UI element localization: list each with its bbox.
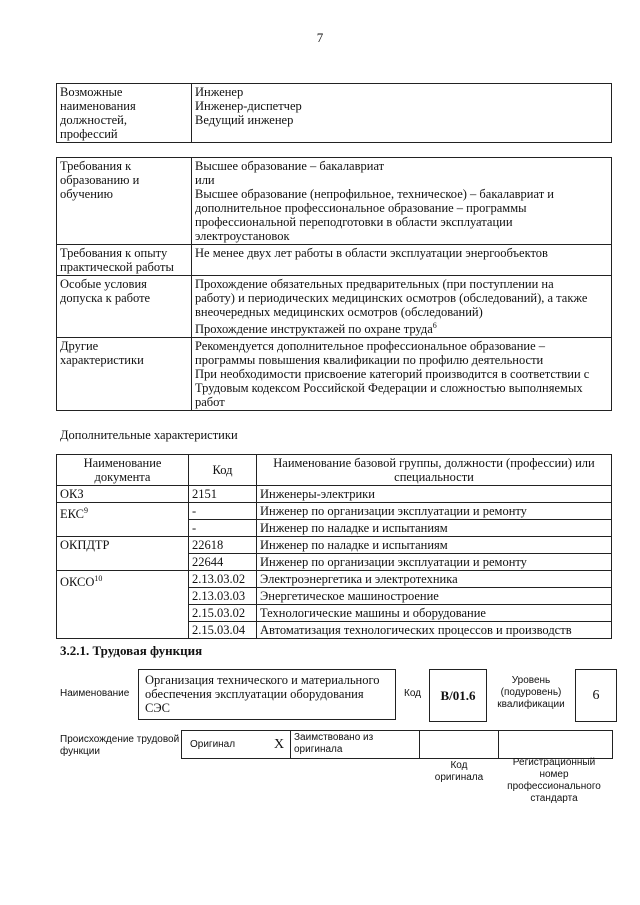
function-name-line: СЭС [145, 701, 170, 715]
requirement-label-line: обучению [60, 187, 113, 201]
table-row [57, 503, 612, 520]
requirement-label-line: Другие [60, 339, 99, 354]
code-cell: 22644 [189, 554, 257, 571]
original-label: Оригинал [190, 739, 236, 750]
section-title: 3.2.1. Трудовая функция [60, 643, 203, 658]
registration-caption-line: номер [539, 769, 569, 780]
level-label-line: квалификации [497, 699, 565, 710]
registration-caption-line: стандарта [530, 793, 578, 804]
borrowed-line: оригинала [294, 744, 343, 755]
column-header-name [257, 455, 612, 486]
requirement-value-cell [192, 276, 612, 338]
requirement-label-cell [57, 338, 192, 411]
registration-caption-line: профессионального [507, 781, 601, 792]
origin-label-line: Происхождение трудовой [60, 734, 180, 745]
requirement-value-line: Рекомендуется дополнительное профессиональное образование – [195, 339, 546, 354]
registration-caption-line: Регистрационный [512, 757, 596, 768]
code-cell: 22618 [189, 537, 257, 554]
header-line: Наименование базовой группы, должности (профессии) или [273, 456, 595, 470]
code-caption-line: оригинала [434, 772, 484, 783]
code-cell: 2151 [189, 486, 257, 503]
requirement-value-line: внеочередных медицинских осмотров (обследований) [195, 305, 483, 319]
positions-label-line: наименования [60, 99, 136, 113]
document-name: ОКСО [60, 575, 95, 590]
document-cell [57, 571, 189, 639]
code-cell: 2.13.03.02 [189, 571, 257, 588]
requirement-value-line: дополнительное профессиональное образование – программы [195, 201, 527, 215]
footnote-marker: 10 [94, 574, 103, 583]
table-row [57, 571, 612, 588]
code-cell: 2.15.03.02 [189, 605, 257, 622]
document-cell [57, 537, 189, 571]
positions-label-cell [57, 84, 192, 143]
positions-value-cell [192, 84, 612, 143]
requirement-value-cell [192, 245, 612, 276]
table-row [57, 486, 612, 503]
level-label-line: (подуровень) [500, 687, 562, 698]
table-header-row [57, 455, 612, 486]
requirements-table [56, 157, 612, 411]
requirement-label-cell [57, 245, 192, 276]
specialty-name-cell: Энергетическое машиностроение [257, 588, 612, 605]
code-cell: - [189, 503, 257, 520]
requirement-value-line [195, 319, 608, 336]
requirement-label-cell [57, 276, 192, 338]
borrowed-cell [290, 731, 420, 758]
requirement-value-cell [192, 158, 612, 245]
registration-caption [497, 757, 611, 805]
requirement-value-line: Высшее образование (непрофильное, техническое) – бакалавриат и [195, 187, 554, 201]
table-row [57, 84, 612, 143]
positions-label-line: профессий [60, 127, 118, 141]
position-name: Инженер [195, 85, 244, 99]
requirement-label-line: Особые условия [60, 277, 147, 291]
header-line: Наименование [83, 456, 162, 470]
level-label [492, 675, 570, 711]
code-cell: 2.15.03.04 [189, 622, 257, 639]
qualification-level-box: 6 [575, 669, 617, 722]
name-label: Наименование [60, 688, 130, 699]
requirement-value-line: электроустановок [195, 229, 290, 243]
page-number: 7 [316, 30, 324, 45]
requirement-value-cell [192, 338, 612, 411]
additional-table [56, 454, 612, 639]
origin-label-line: функции [60, 746, 100, 757]
table-row [57, 537, 612, 554]
requirement-label-line: допуска к работе [60, 291, 151, 305]
borrowed-line: Заимствовано из [294, 732, 374, 743]
table-row [57, 338, 612, 411]
specialty-name-cell: Электроэнергетика и электротехника [257, 571, 612, 588]
header-line: специальности [394, 470, 474, 484]
document-name: ЕКС [60, 507, 84, 522]
requirement-value-line: работу) и периодических медицинских осмотров (обследований), а также [195, 291, 588, 305]
position-name: Ведущий инженер [195, 113, 294, 127]
registration-number-cell [498, 731, 612, 758]
requirement-label-line: практической работы [60, 260, 174, 274]
function-code-box: B/01.6 [429, 669, 487, 722]
specialty-name-cell: Инженеры-электрики [257, 486, 612, 503]
code-label: Код [404, 688, 422, 699]
requirement-value-line: При необходимости присвоение категорий производится в соответствии с [195, 367, 590, 382]
function-name-line: обеспечения эксплуатации оборудования [145, 687, 364, 701]
function-name-box [138, 669, 396, 720]
requirement-label-line: Требования к опыту [60, 246, 168, 260]
specialty-name-cell: Инженер по организации эксплуатации и ремонту [257, 503, 612, 520]
table-row [57, 245, 612, 276]
document-name: ОКПДТР [60, 538, 110, 552]
original-code-cell [420, 731, 499, 758]
origin-label [60, 734, 179, 758]
additional-caption: Дополнительные характеристики [60, 428, 238, 442]
requirement-value-line: программы повышения квалификации по профилю деятельности [195, 353, 544, 368]
column-header-document [57, 455, 189, 486]
requirement-label-line: образованию и [60, 173, 140, 187]
positions-label-line: должностей, [60, 113, 127, 127]
positions-label-line: Возможные [60, 85, 123, 99]
code-caption [419, 760, 499, 784]
footnote-marker: 9 [84, 506, 88, 515]
footnote-marker: 6 [432, 321, 437, 330]
specialty-name-cell: Инженер по организации эксплуатации и ремонту [257, 554, 612, 571]
requirement-label-line: Требования к [60, 159, 132, 173]
specialty-name-cell: Инженер по наладке и испытаниям [257, 537, 612, 554]
additional-table-body [57, 486, 612, 639]
requirement-value-line: Прохождение обязательных предварительных (при поступлении на [195, 277, 554, 291]
function-name-line: Организация технического и материального [145, 673, 380, 687]
table-row [57, 158, 612, 245]
original-mark: X [268, 731, 291, 758]
column-header-code: Код [189, 455, 257, 486]
requirement-label-cell [57, 158, 192, 245]
requirement-value-line: работ [195, 395, 225, 410]
requirement-value-line: или [195, 173, 215, 187]
requirement-value-line: Высшее образование – бакалавриат [195, 159, 385, 173]
level-label-line: Уровень [511, 675, 551, 686]
document-cell [57, 486, 189, 503]
specialty-name-cell: Инженер по наладке и испытаниям [257, 520, 612, 537]
document-cell [57, 503, 189, 537]
position-name: Инженер-диспетчер [195, 99, 302, 113]
code-caption-line: Код [450, 760, 468, 771]
header-line: документа [94, 470, 151, 484]
requirement-value-line: Трудовым кодексом Российской Федерации и сложностью выполняемых [195, 381, 583, 396]
table-row [57, 276, 612, 338]
code-cell: - [189, 520, 257, 537]
specialty-name-cell: Технологические машины и оборудование [257, 605, 612, 622]
document-name: ОКЗ [60, 487, 84, 501]
positions-table [56, 83, 612, 143]
requirement-value-line: профессиональной переподготовки в области эксплуатации [195, 215, 513, 229]
code-cell: 2.13.03.03 [189, 588, 257, 605]
requirement-value-text: Прохождение инструктажей по охране труда [195, 322, 433, 337]
requirement-value-line: Не менее двух лет работы в области эксплуатации энергообъектов [195, 246, 548, 260]
specialty-name-cell: Автоматизация технологических процессов и производств [257, 622, 612, 639]
origin-row [181, 730, 613, 759]
requirement-label-line: характеристики [60, 353, 144, 368]
